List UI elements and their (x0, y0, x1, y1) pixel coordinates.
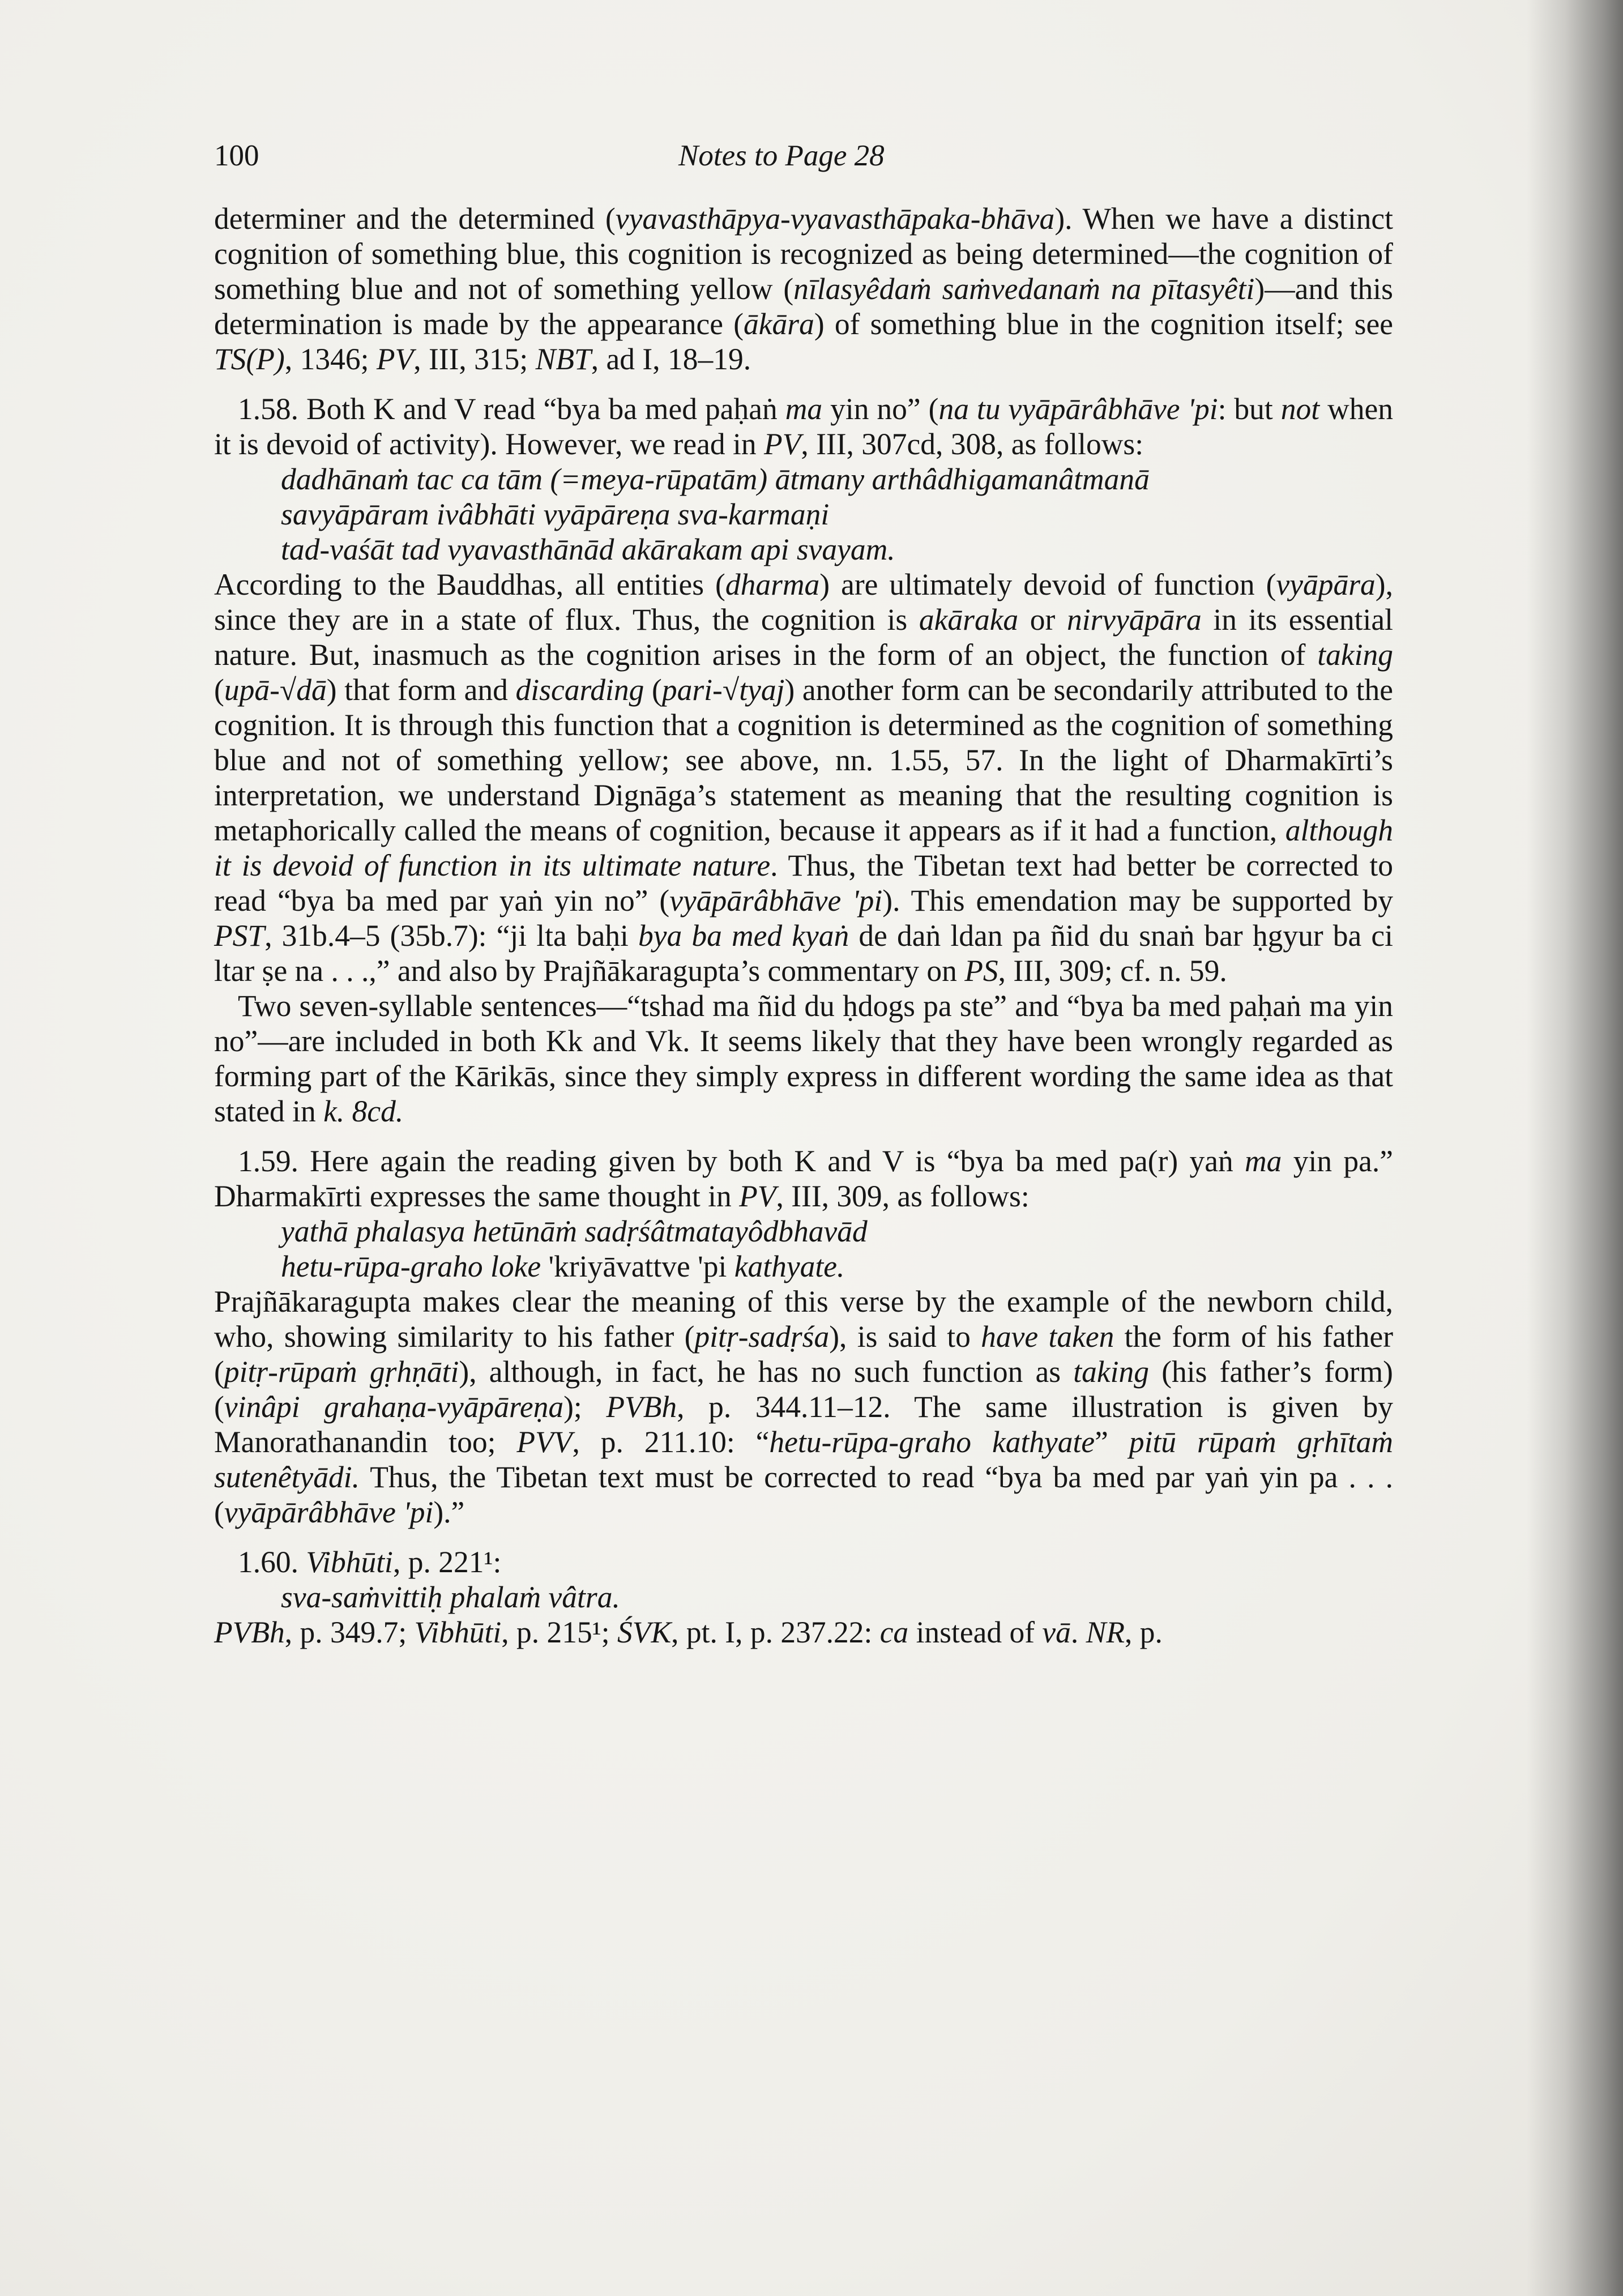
text-run: na tu vyāpārâbhāve 'pi (938, 392, 1218, 426)
text-run: PV (763, 427, 801, 461)
notes-body (214, 201, 1393, 1650)
text-run: ” (1095, 1425, 1129, 1459)
text-run: ) another form can be secondarily attributed to the cognition. It is through this function that a cognition is determined as the cognition of something blue and not of something yellow; see above, nn. 1.55, 57. In the light of Dharmakīrti’s interpretation, we understand Dignāga’s statement as meaning that the resulting cognition is metaphorically called the means of cognition, because it appears as if it had a function, (214, 673, 1393, 847)
text-run: 1.59. Here again the reading given by both K and V is “bya ba med pa(r) yaṅ (238, 1144, 1245, 1178)
text-run: Two seven-syllable sentences—“tshad ma ñid du ḥdogs pa ste” and “bya ba med paḥaṅ ma yin no”—are included in both Kk and Vk. It seems likely that they have been wrongly regarded as forming part of the Kārikās, since they simply express in different wording the same idea as that stated in (214, 989, 1393, 1128)
text-run: ), is said to (829, 1320, 981, 1354)
text-run: vyāpārâbhāve 'pi (669, 884, 883, 917)
text-run: According to the Bauddhas, all entities ( (214, 567, 725, 601)
text-run: not (1280, 392, 1320, 426)
text-run: , p. 221¹: (392, 1545, 502, 1579)
text-run: ( (644, 673, 662, 707)
text-run: ( (214, 673, 224, 707)
text-run: although it is devoid of function in its ultimate nature (214, 813, 1393, 882)
text-run: de daṅ ldan pa ñid du snaṅ bar ḥgyur ba ci ltar ṣe na . . .,” and also by Prajñākaragupta’s commentary on (214, 919, 1394, 988)
text-run: ).” (433, 1495, 465, 1529)
text-run: pitū rūpaṁ gṛhītaṁ sutenêtyādi. (214, 1425, 1394, 1494)
verse-line: savyāpāram ivâbhāti vyāpāreṇa sva-karmaṇi (281, 497, 830, 531)
text-run: ca (879, 1615, 909, 1649)
text-run: ) are ultimately devoid of function ( (819, 567, 1276, 601)
text-run: , III, 307cd, 308, as follows: (801, 427, 1144, 461)
text-run: ma (1245, 1144, 1282, 1178)
text-run: hetu-rūpa-graho loke (281, 1249, 541, 1283)
running-title: Notes to Page 28 (678, 139, 885, 172)
text-run: vinâpi grahaṇa-vyāpāreṇa (224, 1390, 564, 1424)
book-spine-shadow (1527, 0, 1623, 2296)
text-run: , p. (1125, 1615, 1163, 1649)
page-number: 100 (214, 139, 259, 172)
text-run: ); (563, 1390, 607, 1424)
verse-line (214, 1249, 1393, 1284)
text-run: PV (739, 1179, 776, 1213)
text-run: pitṛ-rūpaṁ gṛhṇāti (224, 1355, 459, 1389)
text-run: taking (1317, 638, 1393, 672)
text-run: vyāpāra (1276, 567, 1376, 601)
text-run: Vibhūti (306, 1545, 393, 1579)
text-run: discarding (515, 673, 644, 707)
text-run: yin no” ( (822, 392, 939, 426)
text-run: taking (1073, 1355, 1150, 1389)
note-1-58-commentary (214, 567, 1393, 988)
text-run: , III, 309; cf. n. 59. (998, 954, 1227, 988)
verse-line: tad-vaśāt tad vyavasthānād akārakam api svayam. (281, 532, 895, 566)
text-run: PST (214, 919, 265, 953)
text-run: TS(P) (214, 342, 285, 376)
text-run: determiner and the determined ( (214, 202, 616, 236)
text-run: k. 8cd. (323, 1094, 404, 1128)
note-1-60-references (214, 1615, 1393, 1650)
text-run: PVBh (214, 1615, 285, 1649)
text-run: when it is devoid of activity). However, we read in (214, 392, 1393, 461)
text-run: , p. 349.7; (284, 1615, 415, 1649)
text-run: nīlasyêdaṁ saṁvedanaṁ na pītasyêti (793, 272, 1255, 306)
text-run: ) of something blue in the cognition itself; see (814, 307, 1393, 341)
note-1-60 (214, 1544, 1393, 1580)
text-run: PVBh (606, 1390, 677, 1424)
text-run: 1.60. (238, 1545, 306, 1579)
verse-line: yathā phalasya hetūnāṁ sadṛśâtmatayôdbhavād (281, 1214, 868, 1248)
page-header (214, 139, 1392, 184)
text-run: dharma (725, 567, 820, 601)
text-run: akāraka (919, 603, 1019, 637)
text-run: kathyate. (734, 1249, 845, 1283)
text-run: vā (1042, 1615, 1071, 1649)
text-run: . Thus, the Tibetan text had better be corrected to read “bya ba med par yaṅ yin no” ( (214, 848, 1393, 917)
text-run: NR (1086, 1615, 1125, 1649)
note-1-59-commentary (214, 1284, 1393, 1530)
text-run: ), although, in fact, he has no such function as (459, 1355, 1074, 1389)
text-run: pitṛ-sadṛśa (694, 1320, 830, 1354)
text-run: NBT (535, 342, 591, 376)
text-run: Prajñākaragupta makes clear the meaning of this verse by the example of the newborn child, who, showing similarity to his father ( (214, 1284, 1393, 1354)
text-run: , 31b.4–5 (35b.7): “ji lta baḥi (264, 919, 639, 953)
text-run: , 1346; (284, 342, 377, 376)
text-run: ). This emendation may be supported by (882, 884, 1394, 917)
text-run: , ad I, 18–19. (591, 342, 751, 376)
text-run: , p. 211.10: “ (572, 1425, 770, 1459)
text-run: . (1070, 1615, 1086, 1649)
verse-line: sva-saṁvittiḥ phalaṁ vâtra. (281, 1580, 620, 1614)
text-run: 'kriyāvattve 'pi (541, 1249, 734, 1283)
text-run: vyavasthāpya-vyavasthāpaka-bhāva (615, 202, 1055, 236)
text-run: , p. 344.11–12. The same illustration is given by Manorathanandin too; (214, 1390, 1394, 1459)
note-1-57-continuation (214, 201, 1393, 377)
text-run: have taken (981, 1320, 1114, 1354)
note-1-58 (214, 391, 1393, 462)
text-run: Vibhūti (414, 1615, 502, 1649)
text-run: ), since they are in a state of flux. Thus, the cognition is (214, 567, 1393, 637)
text-run: yin pa.” Dharmakīrti expresses the same thought in (214, 1144, 1393, 1213)
verse-line: dadhānaṁ tac ca tām (=meya-rūpatām) ātmany arthâdhigamanâtmanā (281, 462, 1150, 496)
text-run: ŚVK (617, 1615, 672, 1649)
text-run: , p. 215¹; (501, 1615, 618, 1649)
text-run: instead of (908, 1615, 1043, 1649)
text-run: ) that form and (326, 673, 516, 707)
text-run: )—and this determination is made by the appearance ( (214, 272, 1393, 341)
text-run: PV (376, 342, 414, 376)
text-run: or (1018, 603, 1067, 637)
text-run: ma (785, 392, 823, 426)
text-run: 1.58. Both K and V read “bya ba med paḥaṅ (238, 392, 785, 426)
text-run: : but (1218, 392, 1281, 426)
text-run: ākāra (744, 307, 814, 341)
text-run: upā-√dā (224, 673, 327, 707)
text-run: (his father’s form) ( (214, 1355, 1393, 1424)
text-run: pari-√tyaj (661, 673, 785, 707)
note-1-59 (214, 1143, 1393, 1214)
text-run: the form of his father ( (214, 1320, 1394, 1389)
text-run: Thus, the Tibetan text must be corrected to read “bya ba med par yaṅ yin pa . . . ( (214, 1460, 1393, 1529)
text-run: ). When we have a distinct cognition of something blue, this cognition is recognized as being determined—the cognition of something blue and not of something yellow ( (214, 202, 1393, 306)
text-run: bya ba med kyaṅ (638, 919, 849, 953)
text-run: , pt. I, p. 237.22: (671, 1615, 880, 1649)
text-run: vyāpārâbhāve 'pi (224, 1495, 434, 1529)
text-run: PS (964, 954, 998, 988)
text-run: hetu-rūpa-graho kathyate (769, 1425, 1095, 1459)
text-run: , III, 315; (413, 342, 536, 376)
text-run: in its essential nature. But, inasmuch as the cognition arises in the form of an object, the function of (214, 603, 1393, 672)
note-1-58-remark (214, 988, 1393, 1129)
text-run: PVV (516, 1425, 573, 1459)
text-run: , III, 309, as follows: (776, 1179, 1030, 1213)
text-run: nirvyāpāra (1067, 603, 1202, 637)
